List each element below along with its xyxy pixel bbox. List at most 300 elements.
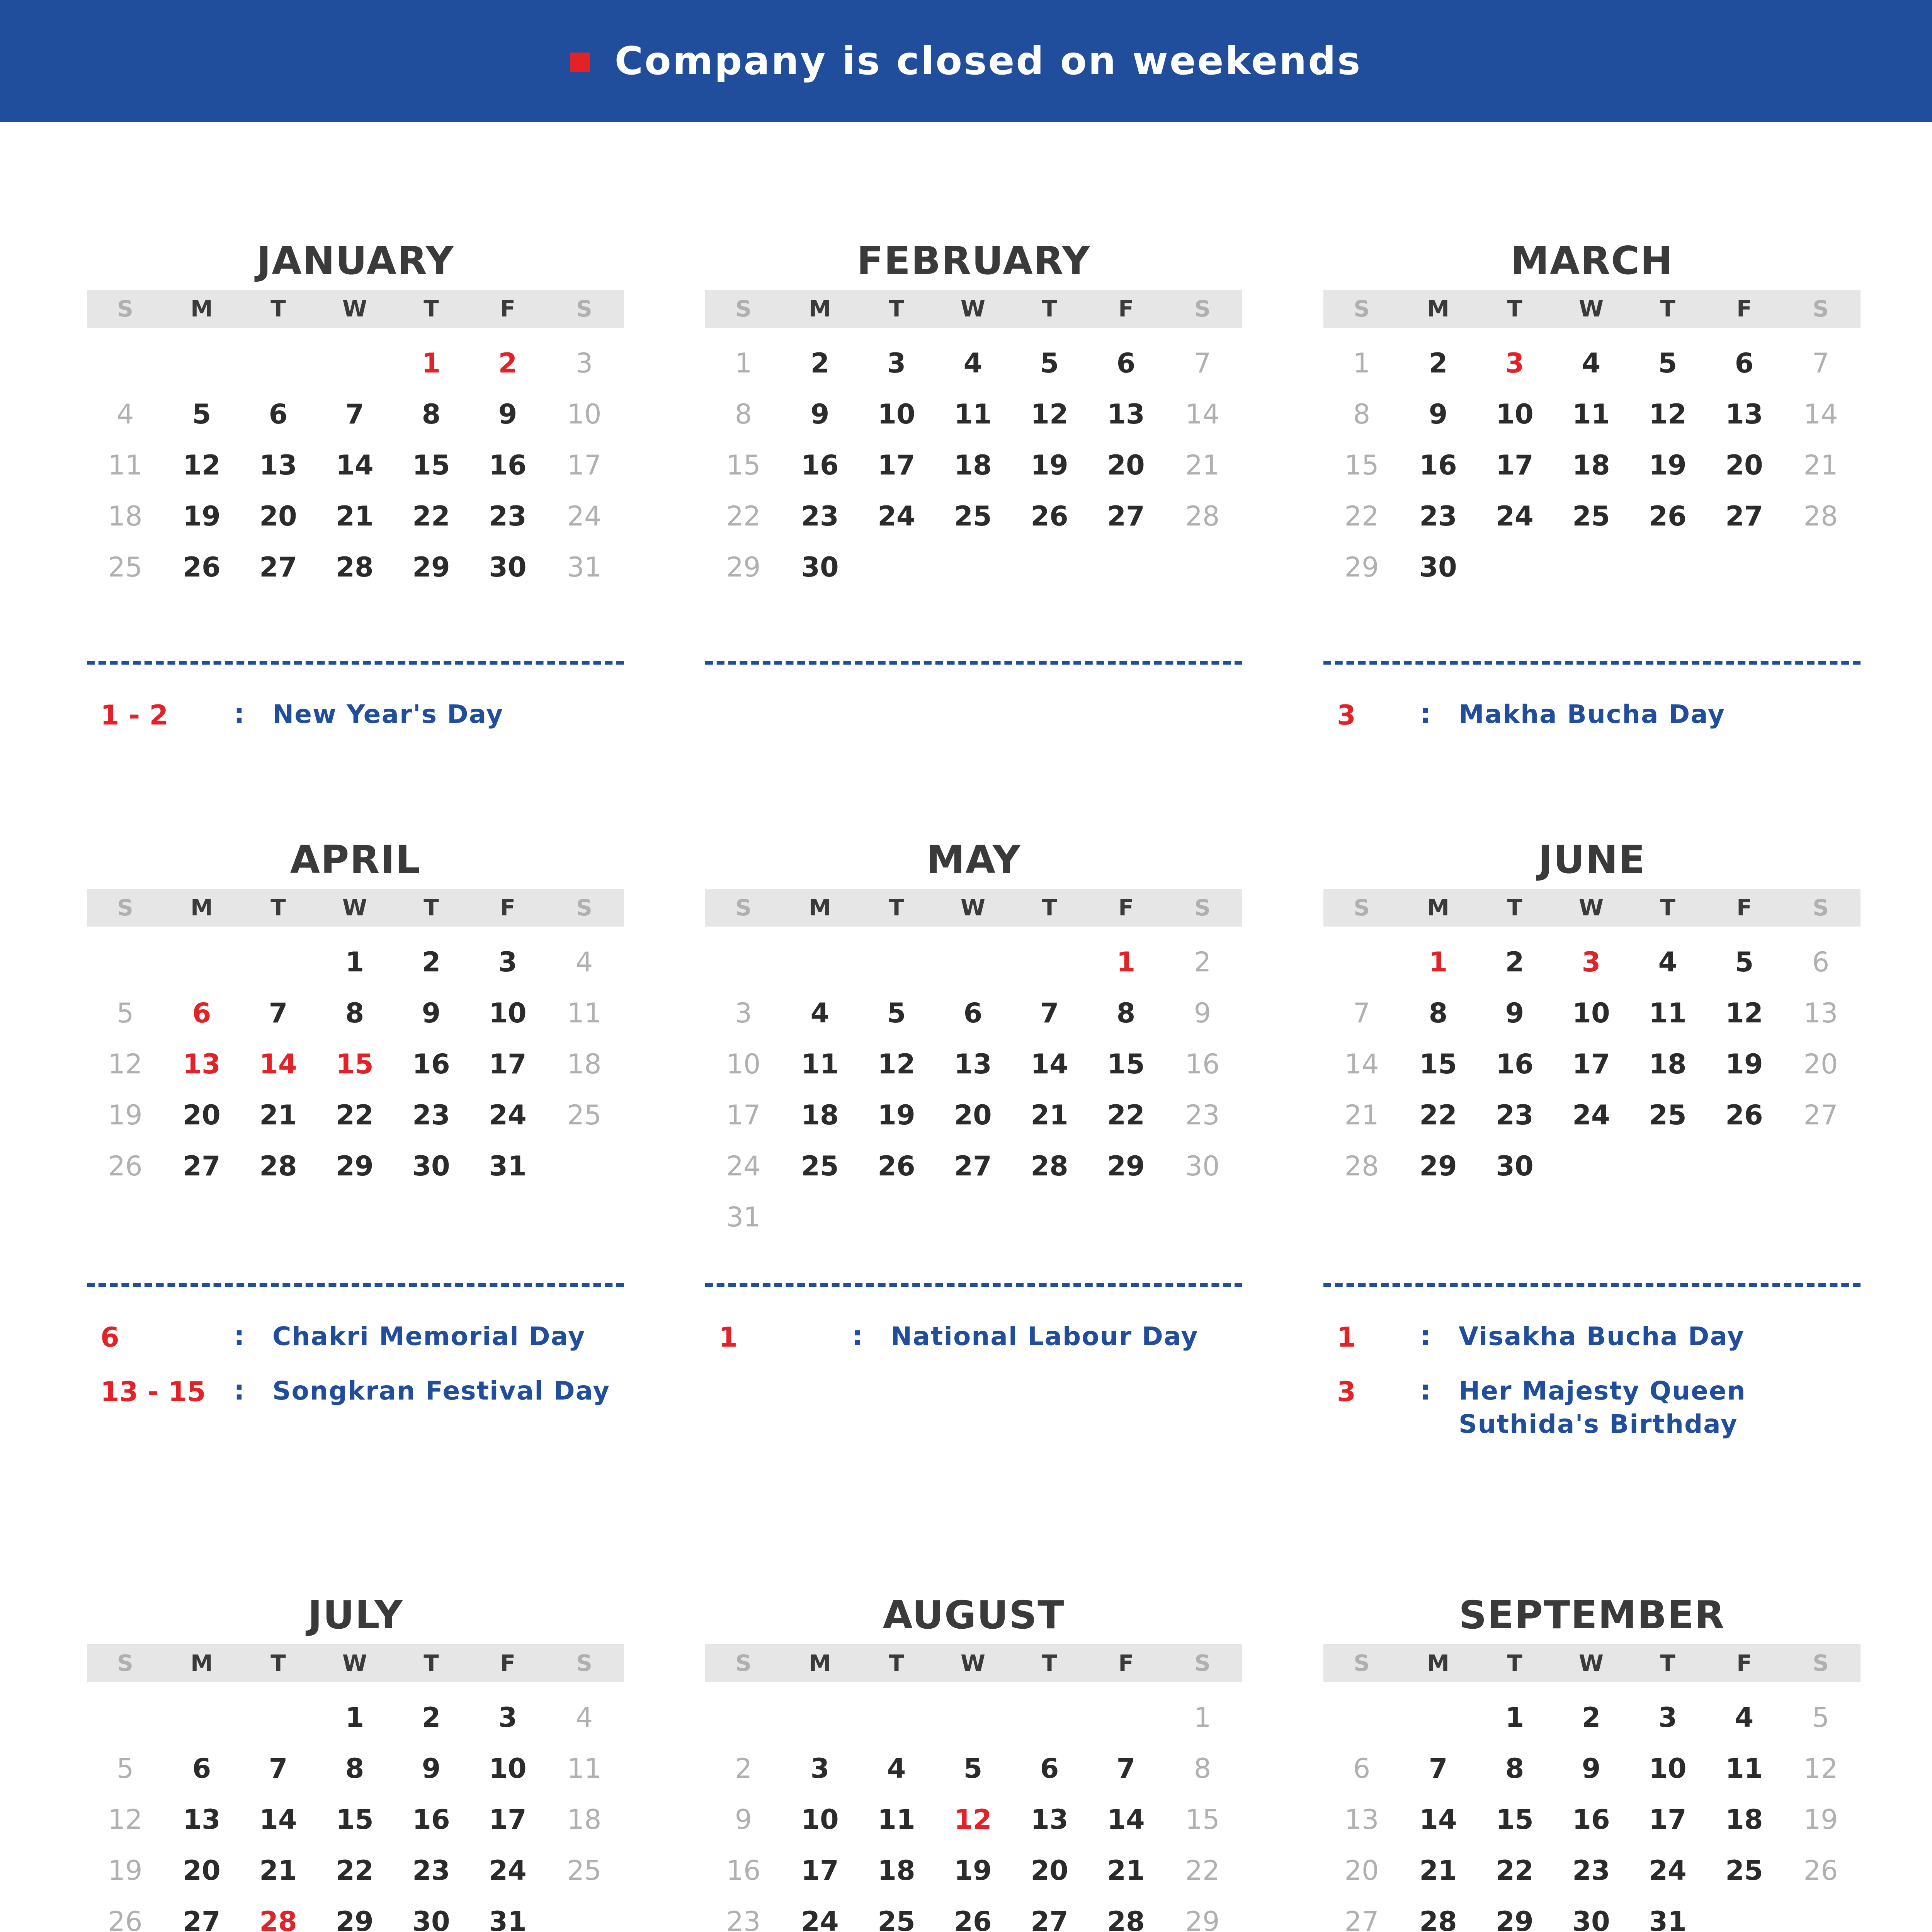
- holiday-note-name: Makha Bucha Day: [1459, 699, 1725, 729]
- day-cell: 5: [963, 1753, 983, 1784]
- day-cell: 31: [726, 1201, 761, 1233]
- day-cell: 10: [567, 398, 602, 430]
- weekday-label: S: [1194, 1650, 1211, 1676]
- day-cell: 25: [108, 551, 143, 583]
- day-cell: 26: [108, 1906, 143, 1932]
- day-cell: 24: [489, 1099, 527, 1131]
- day-cell: 28: [1031, 1150, 1068, 1182]
- weekday-label: F: [1118, 1650, 1134, 1676]
- day-cell: 9: [1429, 398, 1448, 430]
- day-cell: 12: [108, 1804, 143, 1835]
- day-cell: 14: [1031, 1048, 1068, 1080]
- holiday-day-cell: 14: [259, 1048, 297, 1080]
- day-cell: 6: [269, 398, 288, 430]
- day-cell: 25: [1649, 1099, 1687, 1131]
- month-title: JANUARY: [257, 238, 454, 283]
- holiday-note-separator: :: [234, 698, 245, 730]
- day-cell: 17: [1572, 1048, 1610, 1080]
- holiday-divider: [1323, 661, 1861, 665]
- day-cell: 26: [1725, 1099, 1763, 1131]
- day-cell: 4: [575, 1702, 593, 1733]
- day-cell: 18: [567, 1048, 602, 1080]
- holiday-day-cell: 6: [192, 997, 211, 1029]
- weekday-label: W: [961, 1650, 985, 1676]
- holiday-divider: [87, 661, 624, 665]
- month-august: [705, 1590, 1242, 1932]
- weekday-label: S: [735, 296, 752, 322]
- month-june: [1323, 835, 1861, 1439]
- month-september: [1323, 1590, 1861, 1932]
- holiday-note-name: Her Majesty Queen Suthida's Birthday: [1459, 1376, 1746, 1439]
- weekday-label: T: [1042, 895, 1057, 921]
- day-cell: 21: [259, 1099, 297, 1131]
- day-cell: 20: [259, 500, 297, 532]
- day-cell: 11: [567, 997, 602, 1029]
- day-cell: 23: [1496, 1099, 1534, 1131]
- day-cell: 30: [1572, 1906, 1610, 1932]
- holiday-day-cell: 1: [1429, 946, 1448, 978]
- day-cell: 11: [108, 449, 143, 481]
- day-cell: 20: [183, 1099, 221, 1131]
- day-cell: 29: [412, 551, 450, 583]
- day-cell: 7: [1429, 1753, 1448, 1784]
- day-cell: 3: [498, 1702, 517, 1733]
- day-cell: 15: [1496, 1804, 1534, 1835]
- day-cell: 20: [1725, 449, 1763, 481]
- day-cell: 16: [1496, 1048, 1534, 1080]
- month-title: MAY: [926, 837, 1021, 882]
- weekday-label: T: [423, 1650, 439, 1676]
- day-cell: 15: [726, 449, 761, 481]
- weekday-label: F: [500, 1650, 515, 1676]
- weekday-label: T: [270, 1650, 286, 1676]
- day-cell: 20: [954, 1099, 992, 1131]
- day-cell: 12: [1649, 398, 1687, 430]
- day-cell: 3: [810, 1753, 830, 1784]
- day-cell: 15: [1419, 1048, 1457, 1080]
- day-cell: 23: [489, 500, 527, 532]
- weekday-label: M: [1427, 1650, 1449, 1676]
- day-cell: 31: [567, 551, 602, 583]
- day-cell: 10: [1496, 398, 1534, 430]
- day-cell: 5: [1812, 1702, 1830, 1733]
- day-cell: 25: [567, 1099, 602, 1131]
- day-cell: 24: [1572, 1099, 1610, 1131]
- day-cell: 16: [412, 1804, 450, 1835]
- holiday-note-date: 6: [100, 1321, 119, 1353]
- month-may: [705, 835, 1242, 1414]
- day-cell: 18: [108, 500, 143, 532]
- day-cell: 19: [954, 1855, 992, 1886]
- weekday-label: T: [1660, 895, 1675, 921]
- month-april: [87, 835, 624, 1414]
- day-cell: 14: [1185, 398, 1220, 430]
- day-cell: 6: [192, 1753, 211, 1784]
- day-cell: 8: [735, 398, 752, 430]
- day-cell: 7: [269, 1753, 288, 1784]
- weekday-label: T: [1660, 1650, 1675, 1676]
- month-title: JUNE: [1538, 837, 1646, 882]
- day-cell: 12: [1725, 997, 1763, 1029]
- day-cell: 21: [1107, 1855, 1145, 1886]
- weekday-header: [1323, 889, 1861, 927]
- day-cell: 5: [1735, 946, 1754, 978]
- day-cell: 2: [1429, 347, 1448, 379]
- day-cell: 25: [878, 1906, 915, 1932]
- day-cell: 27: [1344, 1906, 1379, 1932]
- day-cell: 25: [954, 500, 992, 532]
- day-cell: 9: [1505, 997, 1524, 1029]
- day-cell: 11: [801, 1048, 839, 1080]
- holiday-note-separator: :: [234, 1374, 245, 1406]
- day-cell: 30: [1185, 1150, 1220, 1182]
- day-cell: 9: [422, 1753, 441, 1784]
- weekday-label: T: [423, 895, 439, 921]
- month-title: APRIL: [290, 837, 421, 882]
- day-cell: 16: [1572, 1804, 1610, 1835]
- day-cell: 4: [1582, 347, 1601, 379]
- day-cell: 5: [116, 997, 134, 1029]
- day-cell: 5: [1658, 347, 1677, 379]
- weekday-label: S: [576, 895, 592, 921]
- day-cell: 19: [108, 1099, 143, 1131]
- day-cell: 22: [726, 500, 761, 532]
- day-cell: 3: [735, 997, 752, 1029]
- day-cell: 24: [801, 1906, 839, 1932]
- weekday-label: S: [1813, 296, 1829, 322]
- day-cell: 2: [422, 946, 441, 978]
- day-cell: 18: [954, 449, 992, 481]
- day-cell: 21: [1344, 1099, 1379, 1131]
- day-cell: 23: [1572, 1855, 1610, 1886]
- holiday-note: [1323, 699, 1861, 733]
- weekday-label: M: [1427, 895, 1449, 921]
- day-cell: 8: [1353, 398, 1371, 430]
- day-cell: 21: [1031, 1099, 1068, 1131]
- day-cell: 25: [1572, 500, 1610, 532]
- weekday-label: S: [1354, 296, 1370, 322]
- day-cell: 28: [1344, 1150, 1379, 1182]
- day-cell: 14: [259, 1804, 297, 1835]
- day-cell: 15: [336, 1804, 374, 1835]
- day-cell: 17: [489, 1048, 527, 1080]
- day-cell: 26: [954, 1906, 992, 1932]
- weekday-label: S: [1354, 895, 1370, 921]
- day-cell: 24: [878, 500, 915, 532]
- day-cell: 10: [801, 1804, 839, 1835]
- day-cell: 11: [1572, 398, 1610, 430]
- day-cell: 12: [1803, 1753, 1838, 1784]
- day-cell: 21: [1185, 449, 1220, 481]
- day-cell: 11: [954, 398, 992, 430]
- day-cell: 5: [116, 1753, 134, 1784]
- day-cell: 4: [1735, 1702, 1754, 1733]
- day-cell: 9: [498, 398, 517, 430]
- day-cell: 16: [726, 1855, 761, 1886]
- day-cell: 9: [1582, 1753, 1601, 1784]
- day-cell: 19: [1649, 449, 1687, 481]
- day-cell: 13: [183, 1804, 221, 1835]
- day-cell: 10: [1649, 1753, 1687, 1784]
- holiday-note-separator: :: [1420, 1320, 1431, 1352]
- day-cell: 13: [1107, 398, 1145, 430]
- day-cell: 28: [1803, 500, 1838, 532]
- day-cell: 27: [183, 1906, 221, 1932]
- day-cell: 17: [1496, 449, 1534, 481]
- holiday-note: [1323, 1321, 1861, 1355]
- holiday-note-date: 3: [1337, 1376, 1356, 1408]
- day-cell: 2: [735, 1753, 752, 1784]
- day-cell: 23: [1185, 1099, 1220, 1131]
- holiday-note: [87, 1376, 624, 1409]
- day-cell: 4: [1658, 946, 1677, 978]
- holiday-note-date: 13 - 15: [100, 1376, 206, 1408]
- day-cell: 8: [1505, 1753, 1524, 1784]
- day-cell: 12: [1031, 398, 1068, 430]
- day-cell: 14: [336, 449, 374, 481]
- day-cell: 16: [801, 449, 839, 481]
- holiday-day-cell: 15: [336, 1048, 374, 1080]
- holiday-note-name: Visakha Bucha Day: [1459, 1321, 1745, 1351]
- weekday-label: T: [423, 296, 439, 322]
- day-cell: 16: [1419, 449, 1457, 481]
- holiday-note-separator: :: [1420, 1374, 1431, 1406]
- day-cell: 24: [1496, 500, 1534, 532]
- day-cell: 23: [801, 500, 839, 532]
- day-cell: 29: [336, 1150, 374, 1182]
- day-cell: 18: [1649, 1048, 1687, 1080]
- day-cell: 2: [810, 347, 830, 379]
- weekday-header: [705, 290, 1242, 328]
- day-cell: 30: [1496, 1150, 1534, 1182]
- day-cell: 25: [801, 1150, 839, 1182]
- weekday-header: [705, 1644, 1242, 1682]
- day-cell: 28: [1419, 1906, 1457, 1932]
- day-cell: 26: [878, 1150, 915, 1182]
- weekday-label: W: [961, 296, 985, 322]
- day-cell: 26: [183, 551, 221, 583]
- day-cell: 19: [108, 1855, 143, 1886]
- holiday-note: [1323, 1376, 1861, 1442]
- holiday-note-separator: :: [1420, 698, 1431, 730]
- day-cell: 10: [726, 1048, 761, 1080]
- day-cell: 11: [878, 1804, 915, 1835]
- holiday-note: [705, 1321, 1242, 1355]
- holiday-divider: [705, 661, 1242, 665]
- weekday-header: [87, 1644, 624, 1682]
- weekday-label: M: [190, 296, 213, 322]
- day-cell: 27: [183, 1150, 221, 1182]
- holiday-note-separator: :: [852, 1320, 863, 1352]
- day-cell: 25: [567, 1855, 602, 1886]
- weekday-label: S: [1194, 895, 1211, 921]
- weekday-label: S: [1813, 1650, 1829, 1676]
- day-cell: 30: [412, 1150, 450, 1182]
- day-cell: 5: [192, 398, 211, 430]
- day-cell: 21: [1803, 449, 1838, 481]
- weekday-label: T: [889, 1650, 904, 1676]
- weekday-label: T: [889, 296, 904, 322]
- weekday-label: F: [1118, 296, 1134, 322]
- day-cell: 8: [1194, 1753, 1211, 1784]
- day-cell: 26: [1803, 1855, 1838, 1886]
- day-cell: 7: [1040, 997, 1059, 1029]
- day-cell: 30: [1419, 551, 1457, 583]
- weekday-label: W: [342, 1650, 367, 1676]
- day-cell: 30: [412, 1906, 450, 1932]
- weekday-label: M: [1427, 296, 1449, 322]
- day-cell: 12: [108, 1048, 143, 1080]
- day-cell: 8: [1429, 997, 1448, 1029]
- weekday-header: [705, 889, 1242, 927]
- day-cell: 9: [1194, 997, 1211, 1029]
- holiday-day-cell: 1: [422, 347, 441, 379]
- day-cell: 14: [1344, 1048, 1379, 1080]
- month-title: SEPTEMBER: [1459, 1592, 1725, 1638]
- month-title: JULY: [308, 1592, 403, 1638]
- weekday-header: [87, 290, 624, 328]
- holiday-day-cell: 3: [1582, 946, 1601, 978]
- day-cell: 13: [954, 1048, 992, 1080]
- weekday-label: T: [1507, 296, 1522, 322]
- weekday-label: T: [270, 296, 286, 322]
- holiday-note-date: 1: [1337, 1321, 1356, 1353]
- holiday-note-name: Songkran Festival Day: [272, 1376, 611, 1406]
- day-cell: 27: [1803, 1099, 1838, 1131]
- day-cell: 16: [412, 1048, 450, 1080]
- day-cell: 31: [489, 1150, 527, 1182]
- holiday-day-cell: 28: [259, 1906, 297, 1932]
- day-cell: 24: [567, 500, 602, 532]
- weekday-header: [1323, 1644, 1861, 1682]
- day-cell: 25: [1725, 1855, 1763, 1886]
- weekday-label: S: [735, 895, 752, 921]
- day-cell: 29: [1107, 1150, 1145, 1182]
- holiday-note-date: 1: [719, 1321, 738, 1353]
- day-cell: 4: [887, 1753, 906, 1784]
- day-cell: 12: [878, 1048, 915, 1080]
- month-july: [87, 1590, 624, 1932]
- day-cell: 24: [726, 1150, 761, 1182]
- weekday-label: F: [1736, 895, 1752, 921]
- weekday-label: S: [735, 1650, 752, 1676]
- weekday-label: W: [1579, 1650, 1604, 1676]
- holiday-divider: [87, 1283, 624, 1287]
- weekday-header: [87, 889, 624, 927]
- day-cell: 18: [1725, 1804, 1763, 1835]
- weekday-label: T: [1042, 1650, 1057, 1676]
- day-cell: 13: [1803, 997, 1838, 1029]
- day-cell: 20: [1344, 1855, 1379, 1886]
- weekday-label: T: [1507, 1650, 1522, 1676]
- day-cell: 8: [345, 1753, 364, 1784]
- day-cell: 17: [726, 1099, 761, 1131]
- day-cell: 27: [259, 551, 297, 583]
- weekday-label: T: [1042, 296, 1057, 322]
- day-cell: 16: [489, 449, 527, 481]
- weekday-label: M: [809, 895, 831, 921]
- day-cell: 3: [1658, 1702, 1677, 1733]
- day-cell: 7: [269, 997, 288, 1029]
- day-cell: 22: [1496, 1855, 1534, 1886]
- holiday-note-date: 1 - 2: [100, 699, 168, 731]
- day-cell: 17: [801, 1855, 839, 1886]
- day-cell: 30: [801, 551, 839, 583]
- day-cell: 20: [1803, 1048, 1838, 1080]
- day-cell: 17: [489, 1804, 527, 1835]
- weekday-label: W: [342, 895, 367, 921]
- holiday-note-name: Chakri Memorial Day: [272, 1321, 586, 1351]
- day-cell: 15: [1107, 1048, 1145, 1080]
- day-cell: 1: [1194, 1702, 1211, 1733]
- weekday-label: M: [190, 895, 213, 921]
- weekday-label: S: [117, 296, 133, 322]
- day-cell: 23: [726, 1906, 761, 1932]
- holiday-day-cell: 1: [1116, 946, 1136, 978]
- month-february: [705, 236, 1242, 815]
- day-cell: 19: [1031, 449, 1068, 481]
- weekday-label: S: [576, 1650, 592, 1676]
- day-cell: 22: [1419, 1099, 1457, 1131]
- day-cell: 28: [1107, 1906, 1145, 1932]
- day-cell: 6: [1812, 946, 1830, 978]
- holiday-divider: [705, 1283, 1242, 1287]
- weekday-label: W: [342, 296, 367, 322]
- day-cell: 26: [1031, 500, 1068, 532]
- holiday-note: [87, 699, 624, 733]
- day-cell: 18: [567, 1804, 602, 1835]
- day-cell: 7: [1194, 347, 1211, 379]
- day-cell: 13: [1725, 398, 1763, 430]
- holiday-note-separator: :: [234, 1320, 245, 1352]
- weekday-label: S: [1194, 296, 1211, 322]
- day-cell: 22: [336, 1099, 374, 1131]
- weekday-label: S: [117, 1650, 133, 1676]
- day-cell: 22: [1344, 500, 1379, 532]
- day-cell: 19: [1803, 1804, 1838, 1835]
- day-cell: 23: [412, 1099, 450, 1131]
- day-cell: 4: [575, 946, 593, 978]
- day-cell: 9: [810, 398, 830, 430]
- day-cell: 7: [1812, 347, 1830, 379]
- day-cell: 26: [1649, 500, 1687, 532]
- weekday-label: T: [1507, 895, 1522, 921]
- day-cell: 19: [878, 1099, 915, 1131]
- day-cell: 10: [489, 1753, 527, 1784]
- holiday-note: [87, 1321, 624, 1355]
- day-cell: 18: [1572, 449, 1610, 481]
- holiday-divider: [1323, 1283, 1861, 1287]
- day-cell: 1: [1353, 347, 1371, 379]
- holiday-day-cell: 12: [954, 1804, 992, 1835]
- day-cell: 15: [1344, 449, 1379, 481]
- day-cell: 29: [1419, 1150, 1457, 1182]
- weekday-header: [1323, 290, 1861, 328]
- day-cell: 26: [108, 1150, 143, 1182]
- day-cell: 13: [1344, 1804, 1379, 1835]
- holiday-note-name: National Labour Day: [891, 1321, 1199, 1351]
- day-cell: 7: [1116, 1753, 1136, 1784]
- day-cell: 6: [1735, 347, 1754, 379]
- day-cell: 1: [345, 946, 364, 978]
- day-cell: 6: [1040, 1753, 1059, 1784]
- holiday-day-cell: 13: [183, 1048, 221, 1080]
- day-cell: 19: [1725, 1048, 1763, 1080]
- weekday-label: W: [961, 895, 985, 921]
- month-march: [1323, 236, 1861, 815]
- day-cell: 3: [498, 946, 517, 978]
- day-cell: 1: [1505, 1702, 1524, 1733]
